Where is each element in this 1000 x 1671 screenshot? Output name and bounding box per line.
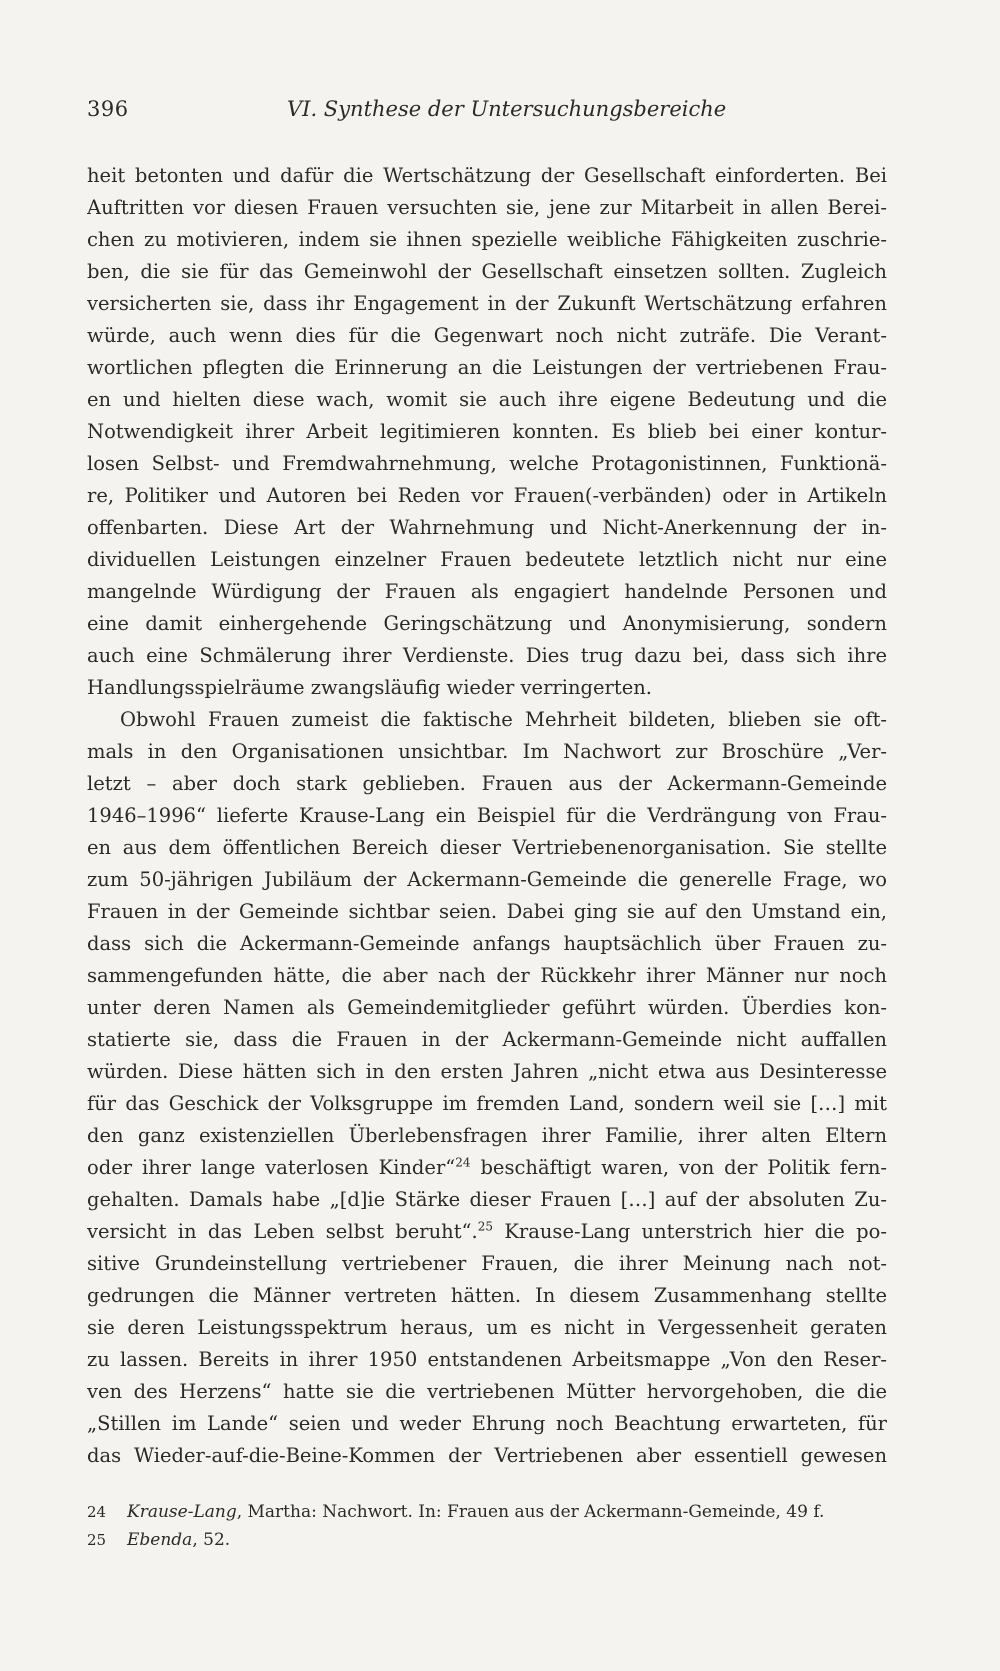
text-line: dividuellen Leistungen einzelner Frauen bedeutete letztlich nicht nur eine: [87, 548, 887, 571]
text-line: Handlungsspielräume zwangsläufig wieder verringerten.: [87, 676, 652, 699]
footnote-text: , 52.: [192, 1530, 231, 1550]
page-number: 396: [87, 97, 129, 121]
text-line: das Wieder-auf-die-Beine-Kommen der Vertriebenen aber essentiell gewesen: [87, 1444, 887, 1467]
text-line: ben, die sie für das Gemeinwohl der Gesellschaft einsetzen sollten. Zugleich: [87, 260, 887, 283]
footnote-number: 24: [87, 1503, 107, 1521]
text-line-with-footnote-24: [87, 1152, 887, 1184]
text-line: re, Politiker und Autoren bei Reden vor Frauen(-verbänden) oder in Artikeln: [87, 484, 887, 507]
text-line: zum 50-jährigen Jubiläum der Ackermann-Gemeinde die generelle Frage, wo: [87, 868, 887, 891]
text-line: auch eine Schmälerung ihrer Verdienste. Dies trug dazu bei, dass sich ihre: [87, 644, 887, 667]
text-line: statierte sie, dass die Frauen in der Ackermann-Gemeinde nicht auffallen: [87, 1028, 887, 1051]
text-line: Auftritten vor diesen Frauen versuchten sie, jene zur Mitarbeit in allen Berei-: [87, 196, 887, 219]
text-line: versicherten sie, dass ihr Engagement in der Zukunft Wertschätzung erfahren: [87, 292, 887, 315]
text-line: würde, auch wenn dies für die Gegenwart noch nicht zuträfe. Die Verant-: [87, 324, 887, 347]
page-header: [87, 97, 887, 131]
line-text: Krause-Lang unterstrich hier die po-: [493, 1220, 887, 1243]
text-line: für das Geschick der Volksgruppe im fremden Land, sondern weil sie […] mit: [87, 1092, 887, 1115]
text-line: losen Selbst- und Fremdwahrnehmung, welche Protagonistinnen, Funktionä-: [87, 452, 887, 475]
line-text: beschäftigt waren, von der Politik fern-: [470, 1156, 887, 1179]
text-line: en und hielten diese wach, womit sie auch ihre eigene Bedeutung und die: [87, 388, 887, 411]
text-line: mangelnde Würdigung der Frauen als engagiert handelnde Personen und: [87, 580, 887, 603]
text-line: gedrungen die Männer vertreten hätten. In diesem Zusammenhang stellte: [87, 1284, 887, 1307]
text-line: zu lassen. Bereits in ihrer 1950 entstandenen Arbeitsmappe „Von den Reser-: [87, 1348, 887, 1371]
text-line: den ganz existenziellen Überlebensfragen ihrer Familie, ihrer alten Eltern: [87, 1124, 887, 1147]
text-line: gehalten. Damals habe „[d]ie Stärke dieser Frauen […] auf der absoluten Zu-: [87, 1188, 887, 1211]
paragraph-2: [87, 704, 887, 1472]
footnotes: [87, 1498, 887, 1554]
text-line: en aus dem öffentlichen Bereich dieser Vertriebenenorganisation. Sie stellte: [87, 836, 887, 859]
text-line: heit betonten und dafür die Wertschätzung der Gesellschaft einforderten. Bei: [87, 164, 887, 187]
footnote-24: [87, 1498, 887, 1526]
line-text: oder ihrer lange vaterlosen Kinder“: [87, 1156, 456, 1179]
text-line: sie deren Leistungsspektrum heraus, um es nicht in Vergessenheit geraten: [87, 1316, 887, 1339]
text-line: „Stillen im Lande“ seien und weder Ehrung noch Beachtung erwarteten, für: [87, 1412, 887, 1435]
text-line: offenbarten. Diese Art der Wahrnehmung und Nicht-Anerkennung der in-: [87, 516, 887, 539]
text-line: eine damit einhergehende Geringschätzung und Anonymisierung, sondern: [87, 612, 887, 635]
footnote-author: Ebenda: [127, 1530, 193, 1550]
footnote-text: , Martha: Nachwort. In: Frauen aus der Ackermann-Gemeinde, 49 f.: [236, 1502, 825, 1522]
text-line: sammengefunden hätte, die aber nach der Rückkehr ihrer Männer nur noch: [87, 964, 887, 987]
running-title: VI. Synthese der Untersuchungsbereiche: [287, 97, 727, 121]
text-line: mals in den Organisationen unsichtbar. Im Nachwort zur Broschüre „Ver-: [87, 740, 887, 763]
text-line: unter deren Namen als Gemeindemitglieder geführt würden. Überdies kon-: [87, 996, 887, 1019]
text-line: ven des Herzens“ hatte sie die vertriebenen Mütter hervorgehoben, die die: [87, 1380, 887, 1403]
line-text: versicht in das Leben selbst beruht“.: [87, 1220, 478, 1243]
text-line-with-footnote-25: [87, 1216, 887, 1248]
text-line: chen zu motivieren, indem sie ihnen spezielle weibliche Fähigkeiten zuschrie-: [87, 228, 887, 251]
text-line: wortlichen pflegten die Erinnerung an die Leistungen der vertriebenen Frau-: [87, 356, 887, 379]
text-line: 1946–1996“ lieferte Krause-Lang ein Beispiel für die Verdrängung von Frau-: [87, 804, 887, 827]
text-line: Frauen in der Gemeinde sichtbar seien. Dabei ging sie auf den Umstand ein,: [87, 900, 887, 923]
paragraph-1: [87, 160, 887, 704]
text-line: dass sich die Ackermann-Gemeinde anfangs hauptsächlich über Frauen zu-: [87, 932, 887, 955]
text-line: letzt – aber doch stark geblieben. Frauen aus der Ackermann-Gemeinde: [87, 772, 887, 795]
text-line: Notwendigkeit ihrer Arbeit legitimieren konnten. Es blieb bei einer kontur-: [87, 420, 887, 443]
footnote-25: [87, 1526, 887, 1554]
text-line: Obwohl Frauen zumeist die faktische Mehrheit bildeten, blieben sie oft-: [120, 708, 887, 731]
text-line: würden. Diese hätten sich in den ersten Jahren „nicht etwa aus Desinteresse: [87, 1060, 887, 1083]
footnote-marker-25: 25: [477, 1219, 494, 1234]
footnote-author: Krause-Lang: [127, 1502, 237, 1522]
footnote-marker-24: 24: [455, 1155, 471, 1170]
body-text: [87, 160, 887, 1472]
footnote-number: 25: [87, 1531, 107, 1549]
text-line: sitive Grundeinstellung vertriebener Frauen, die ihrer Meinung nach not-: [87, 1252, 887, 1275]
